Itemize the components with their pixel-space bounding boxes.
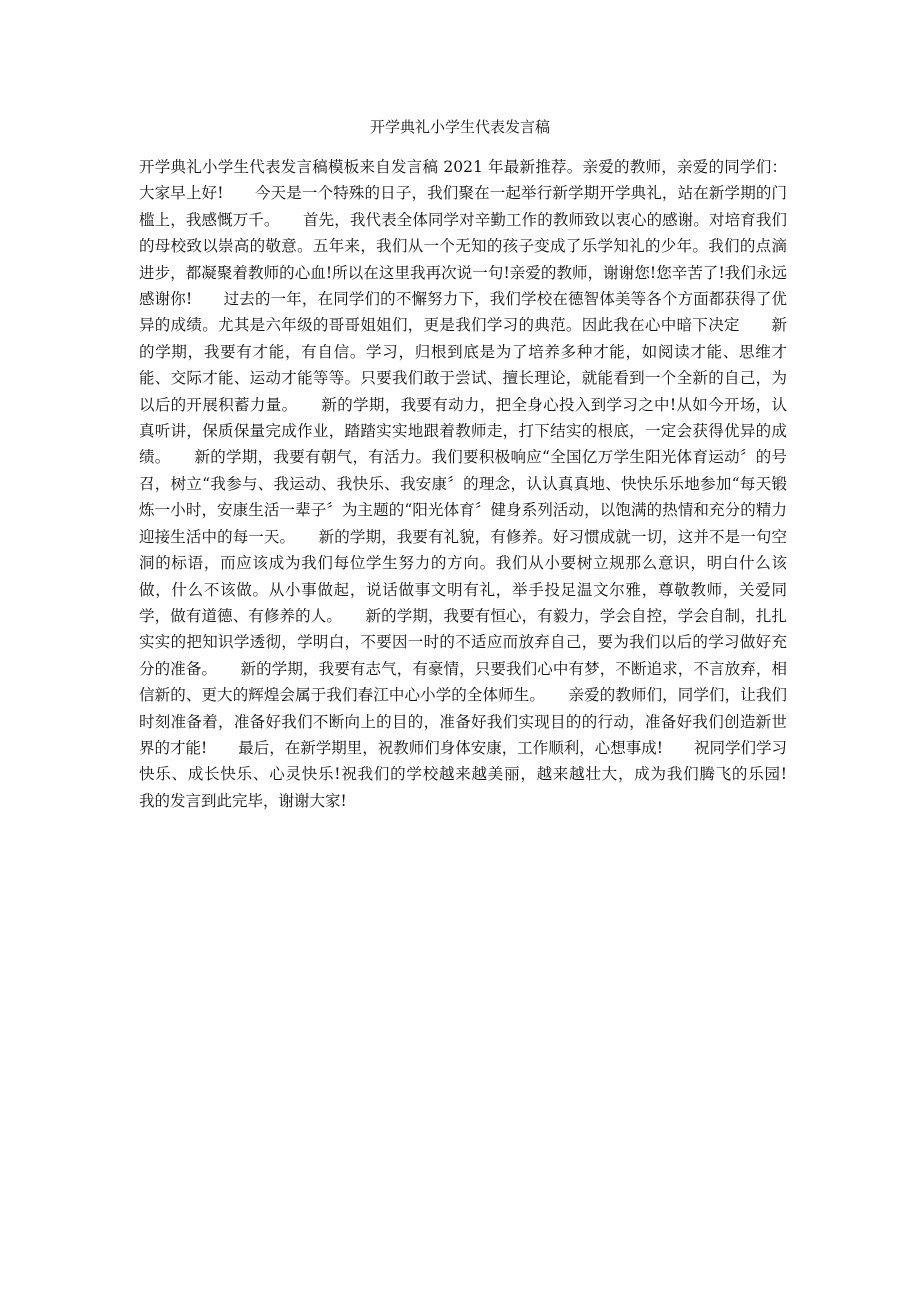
document-title: 开学典礼小学生代表发言稿 [369, 118, 550, 136]
document-body: 开学典礼小学生代表发言稿模板来自发言稿 2021 年最新推荐。亲爱的教师，亲爱的同学们：大家早上好! 今天是一个特殊的日子，我们聚在一起举行新学期开学典礼，站在新学期的门槛上，我感慨万千。 首先，我代表全体同学对辛勤工作的教师致以衷心的感谢。对培育我们的母校致以崇高的敬意。五年来，我们从一个无知的孩子变成了乐学知礼的少年。我们的点滴进步，都凝聚着教师的心血!所以在这里我再次说一句!亲爱的教师，谢谢您!您辛苦了!我们永远感谢你! 过去的一年，在同学们的不懈努力下，我们学校在德智体美等各个方面都获得了优异的成绩。尤其是六年级的哥哥姐姐们，更是我们学习的典范。因此我在心中暗下决定 新的学期，我要有才能，有自信。学习，归根到底是为了培养多种才能，如阅读才能、思维才能、交际才能、运动才能等等。只要我们敢于尝试、擅长理论，就能看到一个全新的自己，为以后的开展积蓄力量。 新的学期，我要有动力，把全身心投入到学习之中!从如今开场，认真听讲，保质保量完成作业，踏踏实实地跟着教师走，打下结实的根底，一定会获得优异的成绩。 新的学期，我要有朝气，有活力。我们要积极响应“全国亿万学生阳光体育运动〞的号召，树立“我参与、我运动、我快乐、我安康〞的理念，认认真真地、快快乐乐地参加“每天锻炼一小时，安康生活一辈子〞为主题的“阳光体育〞健身系列活动，以饱满的热情和充分的精力迎接生活中的每一天。 新的学期，我要有礼貌，有修养。好习惯成就一切，这并不是一句空洞的标语，而应该成为我们每位学生努力的方向。我们从小要树立规那么意识，明白什么该做，什么不该做。从小事做起，说话做事文明有礼，举手投足温文尔雅，尊敬教师，关爱同学，做有道德、有修养的人。 新的学期，我要有恒心，有毅力，学会自控，学会自制，扎扎实实的把知识学透彻，学明白，不要因一时的不适应而放弃自己，要为我们以后的学习做好充分的准备。 新的学期，我要有志气，有豪情，只要我们心中有梦，不断追求，不言放弃，相信新的、更大的辉煌会属于我们春江中心小学的全体师生。 亲爱的教师们，同学们，让我们时刻准备着，准备好我们不断向上的目的，准备好我们实现目的的行动，准备好我们创造新世界的才能! 最后，在新学期里，祝教师们身体安康，工作顺利，心想事成! 祝同学们学习快乐、成长快乐、心灵快乐!祝我们的学校越来越美丽，越来越壮大，成为我们腾飞的乐园! 我的发言到此完毕，谢谢大家! [139, 158, 819, 810]
